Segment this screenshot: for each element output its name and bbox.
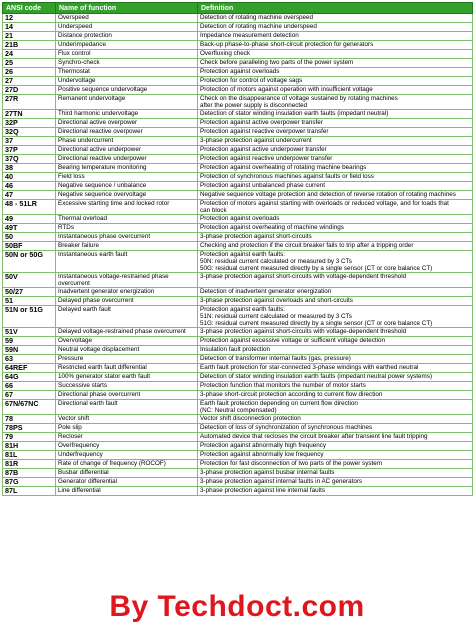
table-row bbox=[3, 14, 473, 23]
definition-cell: Checking and protection if the circuit breaker fails to trip after a tripping order bbox=[198, 242, 473, 251]
table-row bbox=[3, 442, 473, 451]
function-name-cell: Line differential bbox=[56, 487, 198, 496]
function-name-cell: Neutral voltage displacement bbox=[56, 346, 198, 355]
table-row bbox=[3, 182, 473, 191]
definition-cell: Check before paralleling two parts of the power system bbox=[198, 59, 473, 68]
definition-cell: Back-up phase-to-phase short-circuit protection for generators bbox=[198, 41, 473, 50]
ansi-code-cell: 78PS bbox=[3, 424, 56, 433]
function-name-cell: Restricted earth fault differential bbox=[56, 364, 198, 373]
ansi-code-cell: 27TN bbox=[3, 110, 56, 119]
definition-cell: 3-phase short-circuit protection according to current flow direction bbox=[198, 391, 473, 400]
ansi-code-cell: 27D bbox=[3, 86, 56, 95]
definition-cell: Detection of stator winding insulation earth faults (impedant neutral) bbox=[198, 110, 473, 119]
function-name-cell: Pole slip bbox=[56, 424, 198, 433]
table-row bbox=[3, 77, 473, 86]
table-row bbox=[3, 382, 473, 391]
function-name-cell: Remanent undervoltage bbox=[56, 95, 198, 110]
ansi-code-cell: 81R bbox=[3, 460, 56, 469]
ansi-code-cell: 25 bbox=[3, 59, 56, 68]
definition-cell: Automated device that recloses the circuit breaker after transient line fault tripping bbox=[198, 433, 473, 442]
definition-cell: Protection against unbalanced phase current bbox=[198, 182, 473, 191]
table-row bbox=[3, 128, 473, 137]
definition-cell: 3-phase protection against busbar internal faults bbox=[198, 469, 473, 478]
ansi-code-cell: 12 bbox=[3, 14, 56, 23]
ansi-code-cell: 46 bbox=[3, 182, 56, 191]
ansi-code-cell: 37 bbox=[3, 137, 56, 146]
definition-cell: Insulation fault protection bbox=[198, 346, 473, 355]
function-name-cell: Instantaneous phase overcurrent bbox=[56, 233, 198, 242]
ansi-code-cell: 27 bbox=[3, 77, 56, 86]
definition-cell: Protection against excessive voltage or sufficient voltage detection bbox=[198, 337, 473, 346]
ansi-code-cell: 51V bbox=[3, 328, 56, 337]
definition-cell: Check on the disappearance of voltage sustained by rotating machines after the power supply is disconnected bbox=[198, 95, 473, 110]
function-name-cell: Third harmonic undervoltage bbox=[56, 110, 198, 119]
table-row bbox=[3, 273, 473, 288]
ansi-code-cell: 87B bbox=[3, 469, 56, 478]
definition-cell: Protection against abnormally low frequency bbox=[198, 451, 473, 460]
table-row bbox=[3, 328, 473, 337]
table-row bbox=[3, 478, 473, 487]
definition-cell: Negative sequence voltage protection and detection of reverse rotation of rotating machines bbox=[198, 191, 473, 200]
function-name-cell: RTDs bbox=[56, 224, 198, 233]
ansi-code-cell: 66 bbox=[3, 382, 56, 391]
table-row bbox=[3, 164, 473, 173]
ansi-code-cell: 81H bbox=[3, 442, 56, 451]
function-name-cell: Recloser bbox=[56, 433, 198, 442]
function-name-cell: Underfrequency bbox=[56, 451, 198, 460]
ansi-code-cell: 87L bbox=[3, 487, 56, 496]
table-row bbox=[3, 233, 473, 242]
table-row bbox=[3, 137, 473, 146]
table-row bbox=[3, 59, 473, 68]
definition-cell: 3-phase protection against overloads and short-circuits bbox=[198, 297, 473, 306]
table-row bbox=[3, 215, 473, 224]
function-name-cell: Directional reactive underpower bbox=[56, 155, 198, 164]
definition-cell: Protection of motors against starting with overloads or reduced voltage, and for loads that can block bbox=[198, 200, 473, 215]
table-row bbox=[3, 191, 473, 200]
ansi-code-cell: 49T bbox=[3, 224, 56, 233]
function-name-cell: Inadvertent generator energization bbox=[56, 288, 198, 297]
ansi-code-cell: 81L bbox=[3, 451, 56, 460]
definition-cell: Protection against active underpower transfer bbox=[198, 146, 473, 155]
ansi-code-cell: 24 bbox=[3, 50, 56, 59]
definition-cell: Protection against earth faults: 51N: residual current calculated or measured by 3 CTs 51G: residual current measured directly by a single sensor (CT or core balance CT) bbox=[198, 306, 473, 328]
definition-cell: Overfluxing check bbox=[198, 50, 473, 59]
table-row bbox=[3, 306, 473, 328]
table-row bbox=[3, 251, 473, 273]
function-name-cell: Instantaneous voltage-restrained phase overcurrent bbox=[56, 273, 198, 288]
function-name-cell: Overspeed bbox=[56, 14, 198, 23]
table-row bbox=[3, 400, 473, 415]
definition-cell: Protection of motors against operation with insufficient voltage bbox=[198, 86, 473, 95]
definition-cell: 3-phase protection against short-circuits with voltage-dependent threshold bbox=[198, 273, 473, 288]
definition-cell: Protection for fast disconnection of two parts of the power system bbox=[198, 460, 473, 469]
ansi-code-cell: 14 bbox=[3, 23, 56, 32]
ansi-code-cell: 49 bbox=[3, 215, 56, 224]
table-row bbox=[3, 288, 473, 297]
table-header-row bbox=[3, 3, 473, 14]
function-name-cell: 100% generator stator earth fault bbox=[56, 373, 198, 382]
function-name-cell: Delayed earth fault bbox=[56, 306, 198, 328]
header-name-of-function: Name of function bbox=[56, 3, 198, 14]
table-row bbox=[3, 424, 473, 433]
function-name-cell: Overvoltage bbox=[56, 337, 198, 346]
ansi-code-cell: 32P bbox=[3, 119, 56, 128]
ansi-code-sheet bbox=[2, 2, 472, 496]
function-name-cell: Undervoltage bbox=[56, 77, 198, 86]
definition-cell: 3-phase protection against internal faults in AC generators bbox=[198, 478, 473, 487]
ansi-code-cell: 50/27 bbox=[3, 288, 56, 297]
table-row bbox=[3, 460, 473, 469]
function-name-cell: Bearing temperature monitoring bbox=[56, 164, 198, 173]
table-row bbox=[3, 391, 473, 400]
ansi-code-cell: 21B bbox=[3, 41, 56, 50]
header-ansi-code: ANSI code bbox=[3, 3, 56, 14]
ansi-code-table bbox=[2, 2, 473, 496]
ansi-code-cell: 63 bbox=[3, 355, 56, 364]
definition-cell: Impedance measurement detection bbox=[198, 32, 473, 41]
function-name-cell: Flux control bbox=[56, 50, 198, 59]
table-row bbox=[3, 364, 473, 373]
function-name-cell: Delayed voltage-restrained phase overcurrent bbox=[56, 328, 198, 337]
table-row bbox=[3, 200, 473, 215]
ansi-code-cell: 47 bbox=[3, 191, 56, 200]
table-row bbox=[3, 433, 473, 442]
table-row bbox=[3, 95, 473, 110]
ansi-code-cell: 38 bbox=[3, 164, 56, 173]
table-row bbox=[3, 110, 473, 119]
table-row bbox=[3, 155, 473, 164]
ansi-code-cell: 64G bbox=[3, 373, 56, 382]
ansi-code-cell: 50V bbox=[3, 273, 56, 288]
ansi-code-cell: 50 bbox=[3, 233, 56, 242]
header-definition: Definition bbox=[198, 3, 473, 14]
function-name-cell: Positive sequence undervoltage bbox=[56, 86, 198, 95]
definition-cell: Vector shift disconnection protection bbox=[198, 415, 473, 424]
function-name-cell: Instantaneous earth fault bbox=[56, 251, 198, 273]
function-name-cell: Breaker failure bbox=[56, 242, 198, 251]
table-row bbox=[3, 297, 473, 306]
function-name-cell: Field loss bbox=[56, 173, 198, 182]
table-row bbox=[3, 487, 473, 496]
function-name-cell: Rate of change of frequency (ROCOF) bbox=[56, 460, 198, 469]
function-name-cell: Thermal overload bbox=[56, 215, 198, 224]
table-row bbox=[3, 355, 473, 364]
ansi-code-cell: 51 bbox=[3, 297, 56, 306]
function-name-cell: Delayed phase overcurrent bbox=[56, 297, 198, 306]
definition-cell: Protection against abnormally high frequency bbox=[198, 442, 473, 451]
function-name-cell: Directional active overpower bbox=[56, 119, 198, 128]
ansi-code-cell: 59 bbox=[3, 337, 56, 346]
ansi-code-cell: 64REF bbox=[3, 364, 56, 373]
function-name-cell: Underspeed bbox=[56, 23, 198, 32]
definition-cell: Protection against overheating of rotating machine bearings bbox=[198, 164, 473, 173]
function-name-cell: Directional active underpower bbox=[56, 146, 198, 155]
definition-cell: Detection of rotating machine underspeed bbox=[198, 23, 473, 32]
table-row bbox=[3, 119, 473, 128]
function-name-cell: Directional reactive overpower bbox=[56, 128, 198, 137]
definition-cell: 3-phase protection against undercurrent bbox=[198, 137, 473, 146]
function-name-cell: Directional phase overcurrent bbox=[56, 391, 198, 400]
definition-cell: 3-phase protection against line internal faults bbox=[198, 487, 473, 496]
ansi-code-cell: 50BF bbox=[3, 242, 56, 251]
function-name-cell: Generator differential bbox=[56, 478, 198, 487]
definition-cell: Protection against active overpower transfer bbox=[198, 119, 473, 128]
definition-cell: Protection against overloads bbox=[198, 68, 473, 77]
definition-cell: Protection against overheating of machine windings bbox=[198, 224, 473, 233]
table-row bbox=[3, 346, 473, 355]
table-row bbox=[3, 32, 473, 41]
definition-cell: Protection function that monitors the number of motor starts bbox=[198, 382, 473, 391]
ansi-code-cell: 37Q bbox=[3, 155, 56, 164]
function-name-cell: Negative sequence / unbalance bbox=[56, 182, 198, 191]
ansi-code-cell: 59N bbox=[3, 346, 56, 355]
function-name-cell: Distance protection bbox=[56, 32, 198, 41]
definition-cell: Protection of synchronous machines against faults or field loss bbox=[198, 173, 473, 182]
function-name-cell: Pressure bbox=[56, 355, 198, 364]
definition-cell: Earth fault protection for star-connected 3-phase windings with earthed neutral bbox=[198, 364, 473, 373]
table-row bbox=[3, 41, 473, 50]
table-row bbox=[3, 23, 473, 32]
function-name-cell: Directional earth fault bbox=[56, 400, 198, 415]
definition-cell: Protection against earth faults: 50N: residual current calculated or measured by 3 CTs 50G: residual current measured directly by a single sensor (CT or core balance CT) bbox=[198, 251, 473, 273]
definition-cell: Detection of transformer internal faults (gas, pressure) bbox=[198, 355, 473, 364]
ansi-code-cell: 79 bbox=[3, 433, 56, 442]
ansi-code-cell: 37P bbox=[3, 146, 56, 155]
table-row bbox=[3, 337, 473, 346]
function-name-cell: Successive starts bbox=[56, 382, 198, 391]
ansi-code-cell: 26 bbox=[3, 68, 56, 77]
definition-cell: Protection against overloads bbox=[198, 215, 473, 224]
function-name-cell: Excessive starting time and locked rotor bbox=[56, 200, 198, 215]
table-row bbox=[3, 451, 473, 460]
table-row bbox=[3, 373, 473, 382]
definition-cell: Earth fault protection depending on current flow direction (NC: Neutral compensated) bbox=[198, 400, 473, 415]
definition-cell: Protection against reactive underpower transfer bbox=[198, 155, 473, 164]
function-name-cell: Phase undercurrent bbox=[56, 137, 198, 146]
table-row bbox=[3, 50, 473, 59]
table-body bbox=[3, 14, 473, 496]
function-name-cell: Underimpedance bbox=[56, 41, 198, 50]
ansi-code-cell: 50N or 50G bbox=[3, 251, 56, 273]
ansi-code-cell: 40 bbox=[3, 173, 56, 182]
definition-cell: 3-phase protection against short-circuits bbox=[198, 233, 473, 242]
table-row bbox=[3, 173, 473, 182]
definition-cell: Detection of stator winding insulation earth faults (impedant neutral power systems) bbox=[198, 373, 473, 382]
table-row bbox=[3, 146, 473, 155]
ansi-code-cell: 67N/67NC bbox=[3, 400, 56, 415]
ansi-code-cell: 27R bbox=[3, 95, 56, 110]
definition-cell: 3-phase protection against short-circuits with voltage-dependent threshold bbox=[198, 328, 473, 337]
watermark-footer: By Techdoct.com bbox=[109, 590, 365, 623]
definition-cell: Detection of rotating machine overspeed bbox=[198, 14, 473, 23]
table-row bbox=[3, 242, 473, 251]
ansi-code-cell: 87G bbox=[3, 478, 56, 487]
function-name-cell: Negative sequence overvoltage bbox=[56, 191, 198, 200]
ansi-code-cell: 78 bbox=[3, 415, 56, 424]
definition-cell: Detection of loss of synchronization of synchronous machines bbox=[198, 424, 473, 433]
definition-cell: Protection for control of voltage sags bbox=[198, 77, 473, 86]
definition-cell: Protection against reactive overpower transfer bbox=[198, 128, 473, 137]
table-row bbox=[3, 224, 473, 233]
table-row bbox=[3, 68, 473, 77]
function-name-cell: Busbar differential bbox=[56, 469, 198, 478]
definition-cell: Detection of inadvertent generator energization bbox=[198, 288, 473, 297]
function-name-cell: Overfrequency bbox=[56, 442, 198, 451]
ansi-code-cell: 32Q bbox=[3, 128, 56, 137]
function-name-cell: Synchro-check bbox=[56, 59, 198, 68]
table-row bbox=[3, 469, 473, 478]
table-row bbox=[3, 415, 473, 424]
ansi-code-cell: 48 - 51LR bbox=[3, 200, 56, 215]
ansi-code-cell: 51N or 51G bbox=[3, 306, 56, 328]
ansi-code-cell: 21 bbox=[3, 32, 56, 41]
table-row bbox=[3, 86, 473, 95]
function-name-cell: Thermostat bbox=[56, 68, 198, 77]
function-name-cell: Vector shift bbox=[56, 415, 198, 424]
ansi-code-cell: 67 bbox=[3, 391, 56, 400]
